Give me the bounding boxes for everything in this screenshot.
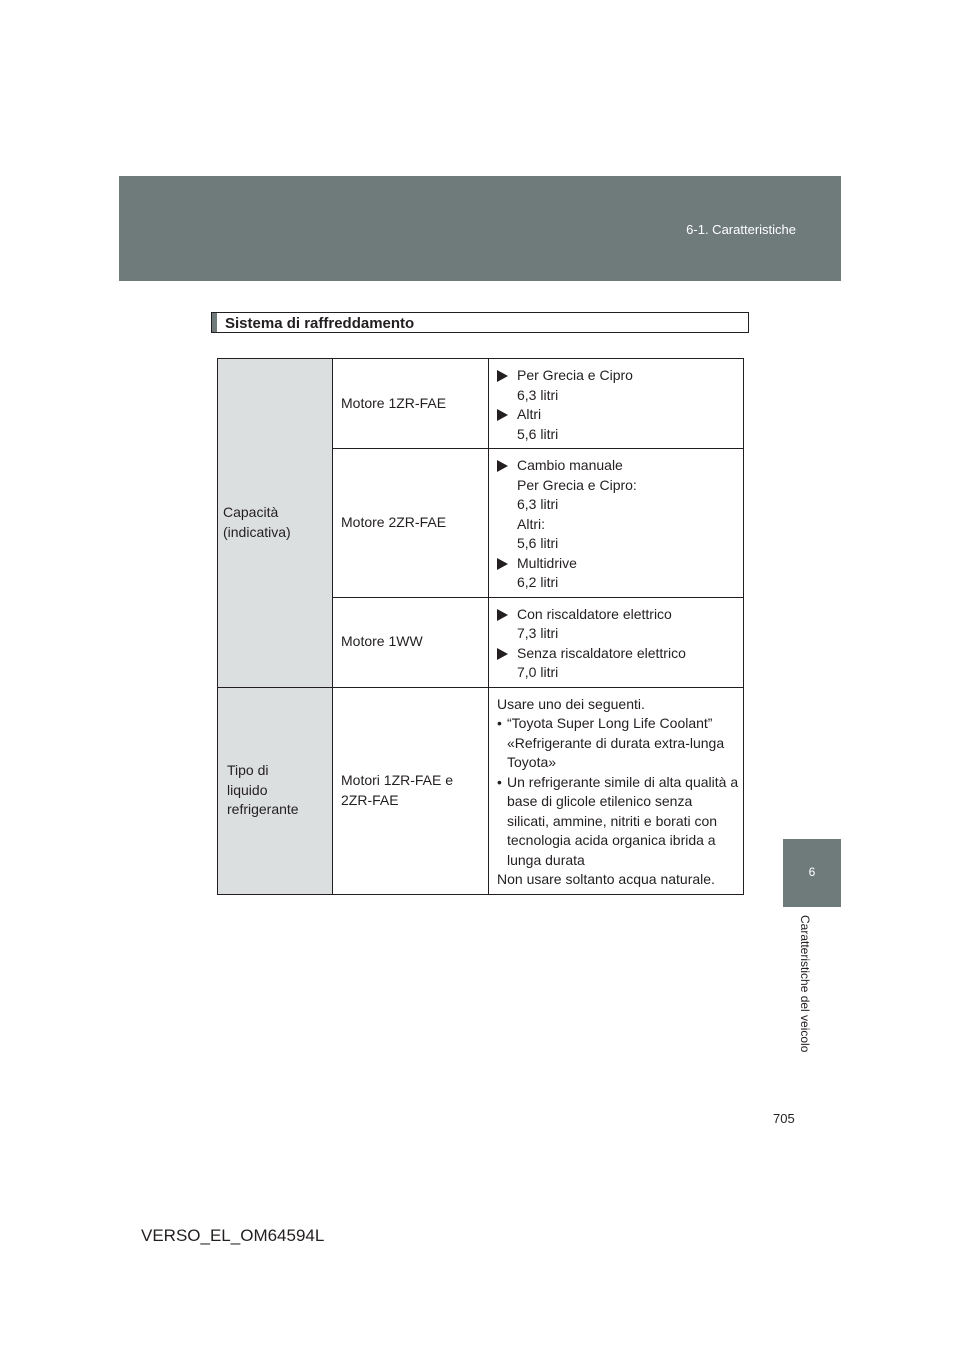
section-heading-bar <box>212 313 217 332</box>
item-line: Altri: <box>517 515 545 532</box>
item-line: 5,6 litri <box>517 535 559 551</box>
coolant-intro: Usare uno dei seguenti. <box>497 695 645 712</box>
coolant-option-line: base di glicole etilenico senza <box>507 793 693 809</box>
engine-cell <box>333 359 489 449</box>
triangle-bullet-icon <box>497 460 508 472</box>
bullet-dot-icon: • <box>497 715 502 731</box>
page-number: 705 <box>773 1111 795 1126</box>
item-head: Senza riscaldatore elettrico <box>517 644 686 661</box>
engine-cell <box>333 449 489 598</box>
item-head: Per Grecia e Cipro <box>517 367 633 383</box>
coolant-label: Tipo di liquido refrigerante <box>227 762 299 818</box>
triangle-bullet-icon <box>497 409 508 421</box>
coolant-option-line: lunga durata <box>507 851 585 868</box>
engine-label: Motore 1WW <box>341 633 423 650</box>
triangle-bullet-icon <box>497 558 508 570</box>
chapter-label: Caratteristiche del veicolo <box>798 915 812 1053</box>
item-line: 6,3 litri <box>517 386 559 403</box>
item-line: 5,6 litri <box>517 425 559 442</box>
triangle-bullet-icon <box>497 648 508 660</box>
table-row <box>218 687 744 894</box>
bullet-dot-icon: • <box>497 773 502 790</box>
cooling-spec-table <box>217 358 744 895</box>
engine-cell <box>333 687 489 894</box>
document-code: VERSO_EL_OM64594L <box>141 1226 325 1245</box>
chapter-label-container <box>798 915 821 1085</box>
coolant-option: Un refrigerante simile di alta qualità a <box>507 773 739 790</box>
coolant-option-line: silicati, ammine, nitriti e borati con <box>507 812 718 829</box>
item-line: 6,3 litri <box>517 496 559 512</box>
item-line: 6,2 litri <box>517 574 559 590</box>
capacity-value-cell <box>489 359 744 449</box>
engine-label: Motore 2ZR-FAE <box>341 514 447 530</box>
engine-cell <box>333 597 489 687</box>
item-head: Cambio manuale <box>517 457 623 473</box>
engine-label: Motori 1ZR-FAE e 2ZR-FAE <box>341 772 454 808</box>
chapter-number: 6 <box>808 865 816 879</box>
coolant-option-line: tecnologia acida organica ibrida a <box>507 832 716 848</box>
coolant-note: Non usare soltanto acqua naturale. <box>497 871 715 887</box>
item-line: Per Grecia e Cipro: <box>517 476 637 493</box>
capacity-label-cell <box>218 359 333 688</box>
section-title: Sistema di raffreddamento <box>225 315 415 332</box>
capacity-value-cell <box>489 449 744 598</box>
coolant-label-cell <box>218 687 333 894</box>
chapter-tab <box>783 839 841 907</box>
capacity-value-cell <box>489 597 744 687</box>
item-head: Altri <box>517 406 542 422</box>
engine-label: Motore 1ZR-FAE <box>341 394 447 411</box>
capacity-label: Capacità (indicativa) <box>223 504 291 540</box>
coolant-option-line: «Refrigerante di durata extra-lunga <box>507 734 725 751</box>
coolant-option: “Toyota Super Long Life Coolant” <box>507 715 713 731</box>
item-line: 7,0 litri <box>517 664 559 680</box>
coolant-value-cell <box>489 687 744 894</box>
coolant-option-line: Toyota» <box>507 754 557 770</box>
triangle-bullet-icon <box>497 609 508 621</box>
section-breadcrumb: 6-1. Caratteristiche <box>686 222 796 237</box>
triangle-bullet-icon <box>497 370 508 382</box>
item-head: Con riscaldatore elettrico <box>517 605 672 622</box>
header-band <box>119 176 841 281</box>
section-heading <box>211 312 749 333</box>
item-line: 7,3 litri <box>517 625 559 641</box>
table-row <box>218 359 744 449</box>
item-head: Multidrive <box>517 554 577 571</box>
